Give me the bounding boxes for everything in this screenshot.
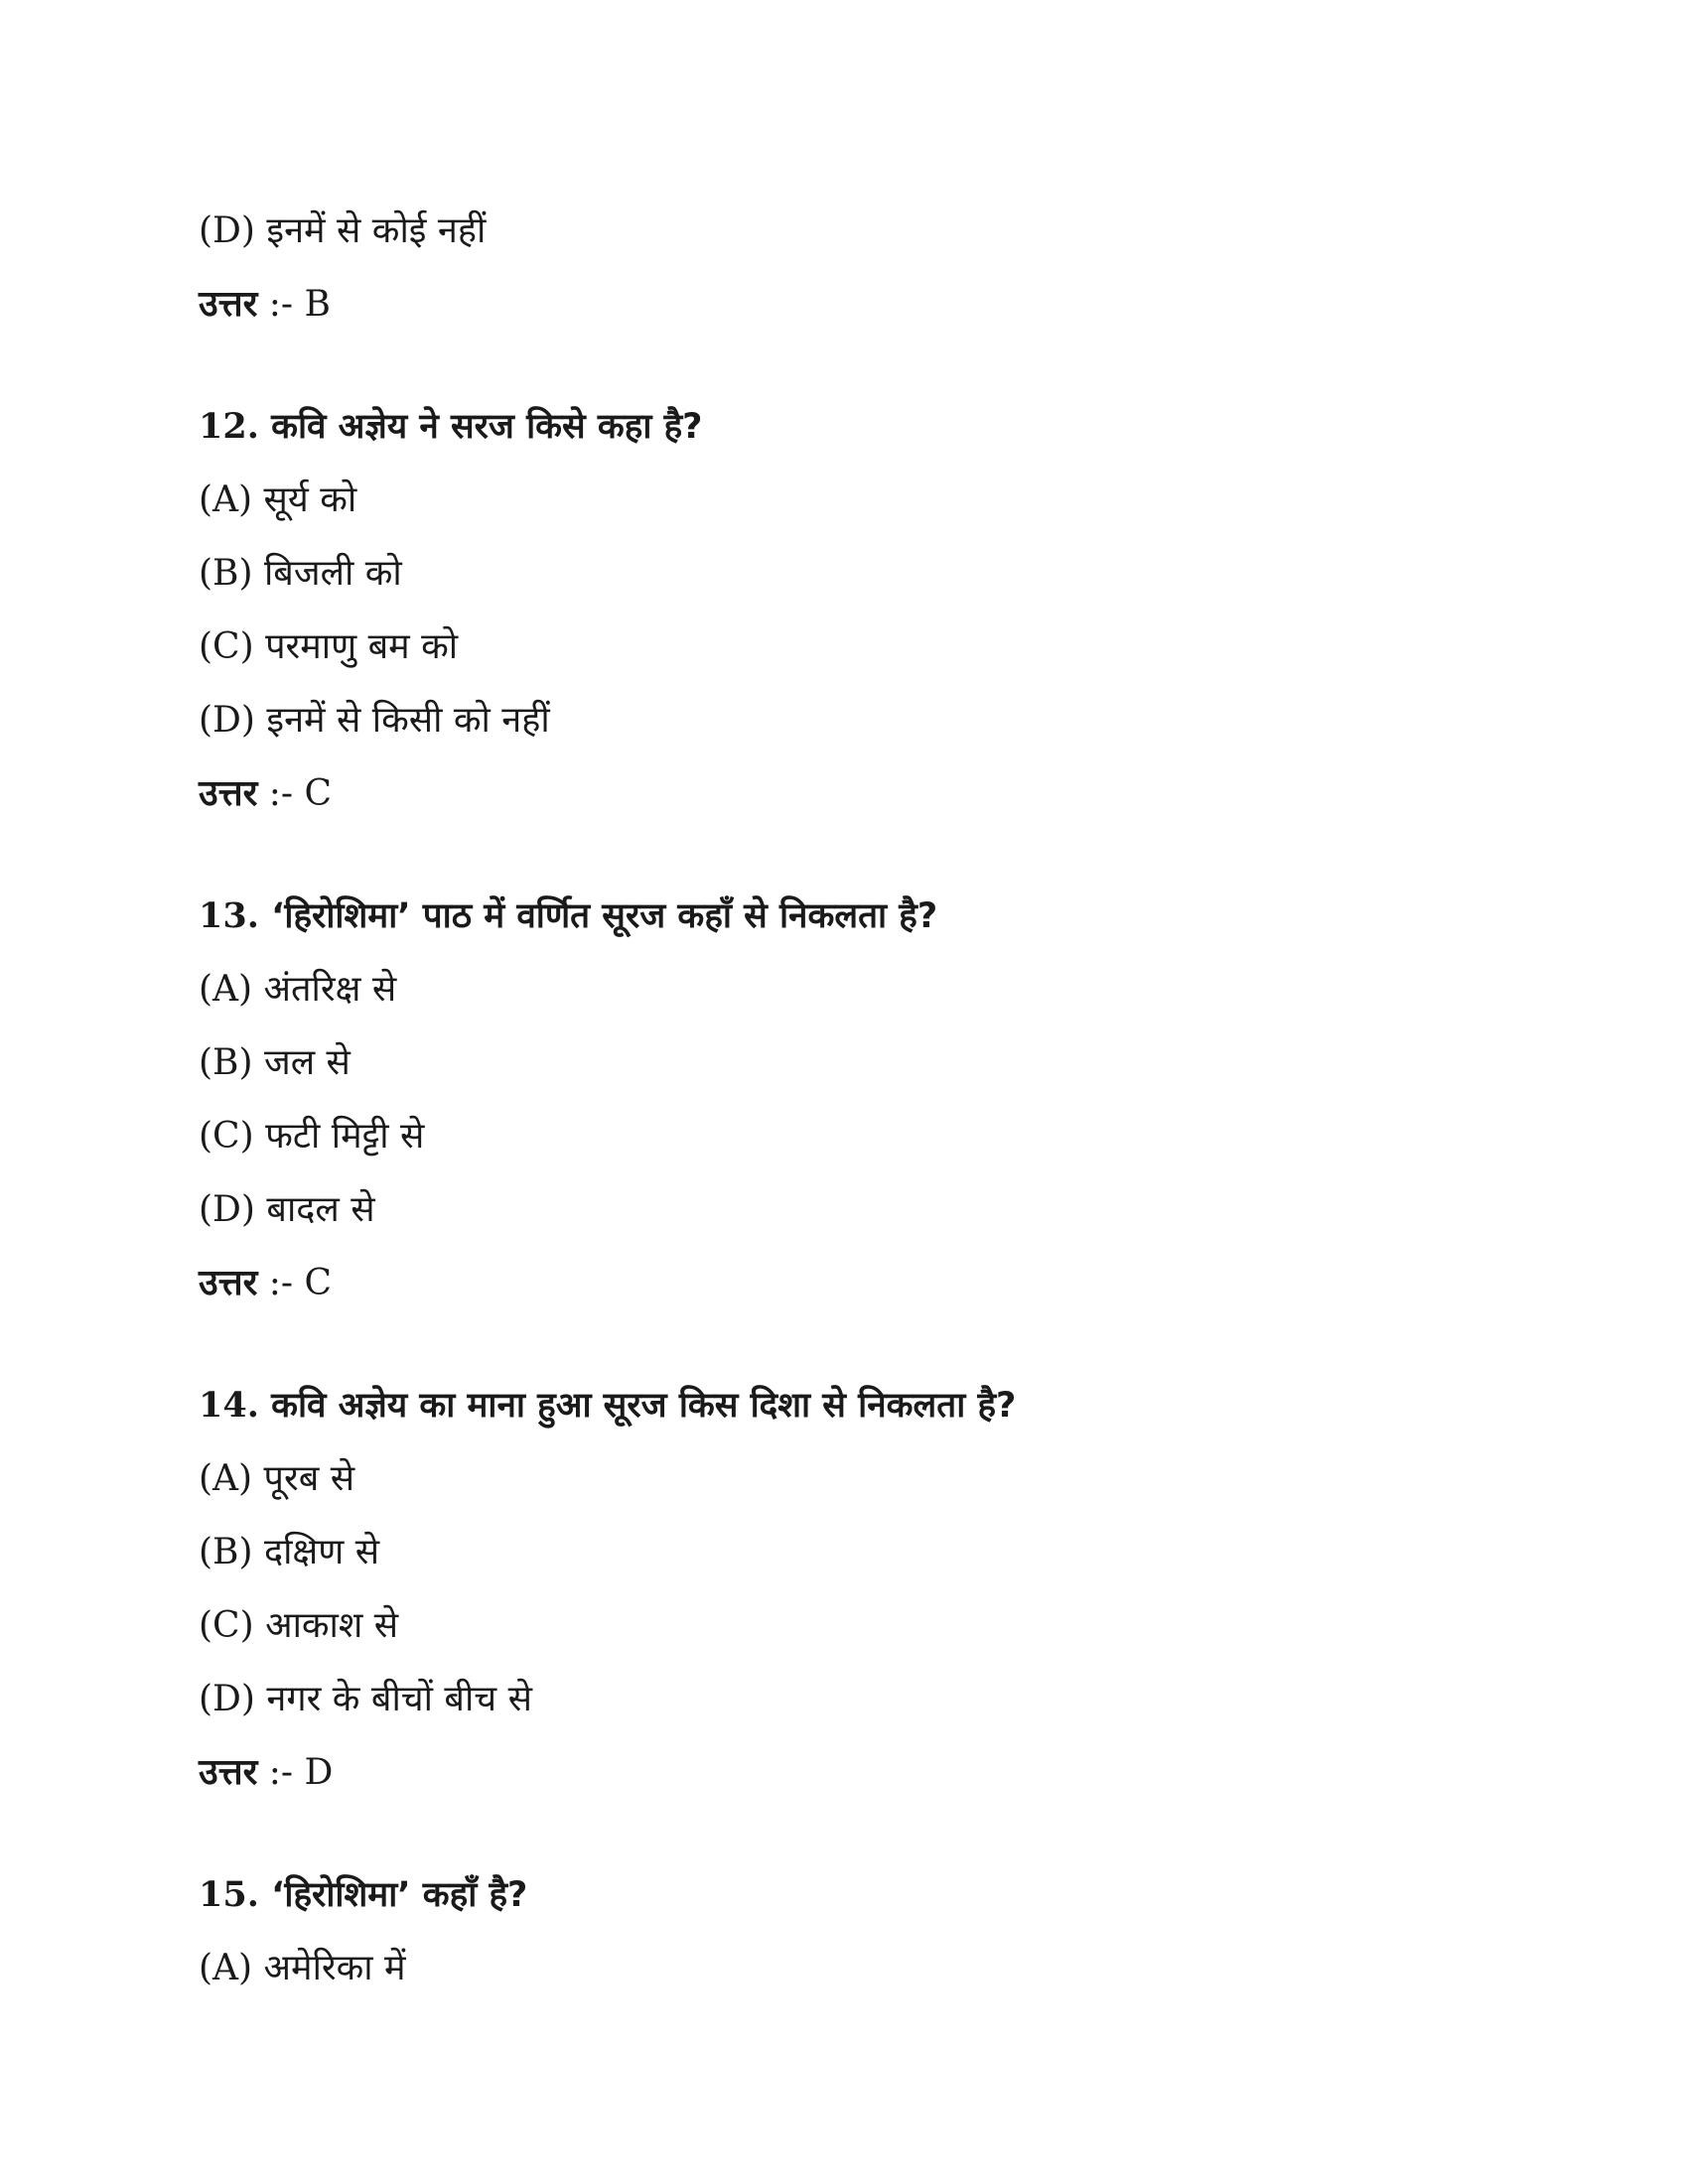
question-text: ‘हिरोशिमा’ पाठ में वर्णित सूरज कहाँ से निकलता है?	[271, 896, 938, 936]
option-b: (B) जल से	[199, 1042, 351, 1083]
question-number: 12.	[199, 406, 259, 447]
answer-value: :- B	[268, 284, 331, 325]
option-b: (B) बिजली को	[199, 553, 402, 594]
option-a: (A) अंतरिक्ष से	[199, 969, 397, 1010]
question-sheet	[199, 195, 1489, 2005]
option-d: (D) बादल से	[199, 1189, 375, 1230]
answer-line	[199, 1736, 1489, 1810]
option-a: (A) सूर्य को	[199, 479, 357, 520]
option-d: (D) नगर के बीचों बीच से	[199, 1679, 532, 1719]
question-number: 15.	[199, 1874, 259, 1915]
answer-line	[199, 1247, 1489, 1320]
answer-value: :- C	[268, 773, 333, 814]
question-text: ‘हिरोशिमा’ कहाँ है?	[271, 1875, 528, 1915]
question-14	[199, 1369, 1489, 1442]
question-number: 14.	[199, 1385, 259, 1426]
question-text: कवि अज्ञेय का माना हुआ सूरज किस दिशा से निकलता है?	[271, 1386, 1017, 1426]
answer-label: उत्तर	[199, 1752, 258, 1793]
option-b: (B) दक्षिण से	[199, 1532, 380, 1572]
option-c: (C) फटी मिट्टी से	[199, 1116, 425, 1157]
option-c: (C) परमाणु बम को	[199, 626, 459, 667]
option-a: (A) अमेरिका में	[199, 1948, 406, 1988]
answer-value: :- C	[268, 1263, 333, 1303]
answer-value: :- D	[268, 1752, 334, 1793]
question-13	[199, 880, 1489, 953]
option-d: (D) इनमें से कोई नहीं	[199, 210, 487, 251]
answer-line	[199, 268, 1489, 341]
question-15	[199, 1858, 1489, 1932]
answer-label: उत्तर	[199, 1263, 258, 1303]
option-a: (A) पूरब से	[199, 1458, 355, 1499]
answer-label: उत्तर	[199, 284, 258, 325]
answer-label: उत्तर	[199, 773, 258, 814]
question-12	[199, 390, 1489, 464]
answer-line	[199, 757, 1489, 831]
question-number: 13.	[199, 895, 259, 936]
question-text: कवि अज्ञेय ने सरज किसे कहा है?	[271, 407, 703, 447]
option-d: (D) इनमें से किसी को नहीं	[199, 700, 550, 741]
option-c: (C) आकाश से	[199, 1605, 399, 1646]
